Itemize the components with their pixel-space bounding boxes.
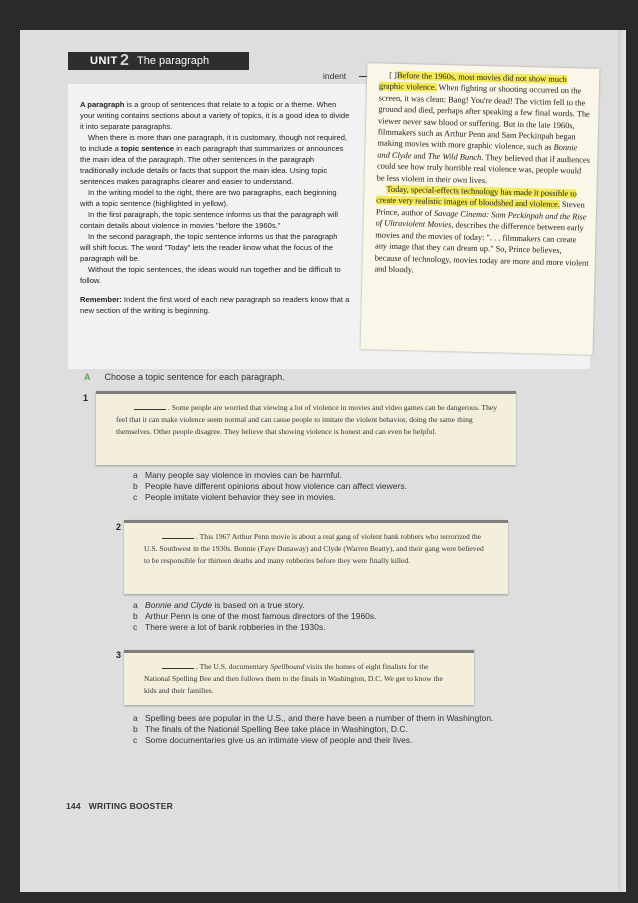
section-name: WRITING BOOSTER [88, 801, 174, 811]
intro-paragraph-6: Without the topic sentences, the ideas would run together and be difficult to follow. [80, 265, 341, 285]
unit-word: UNIT [90, 55, 118, 67]
page-edge-shadow [618, 30, 626, 892]
intro-paragraph-4: In the first paragraph, the topic sentence informs us that the paragraph will contain details about violence in movies "before the 1960s." [80, 210, 338, 230]
intro-p2-a: When there is more than one paragraph, it is customary, though not required, to include a [80, 133, 348, 153]
term-topic-sentence: topic sentence [120, 144, 175, 153]
indent-bracket: [ ] [389, 70, 398, 80]
intro-paragraph-2 [80, 132, 350, 187]
topic-sentence-2: Today, special-effects technology has made it possible to create very realistic images of bloodshed and violence. [376, 184, 577, 210]
intro-p2-b: in each paragraph that summarizes or announces the main idea of the paragraph. The other sentences in the paragraph traditionally include details or facts that support the main idea. Using topic sentences makes paragraphs clearer and easier to understand. [80, 144, 344, 186]
intro-paragraph-3: In the writing model to the right, there are two paragraphs, each beginning with a topic sentence (highlighted in yellow). [80, 188, 337, 208]
paragraph-box [96, 391, 516, 465]
page-number: 144 [66, 801, 81, 811]
model-p2-a: Steven Prince, author of [375, 200, 585, 218]
remember-label: Remember: [80, 295, 122, 304]
writing-model-text [374, 69, 593, 279]
intro-paragraph-5: In the second paragraph, the topic sentence informs us that the paragraph will shift focus. The word "Today" lets the reader know what the focus of the paragraph will be. [80, 232, 338, 263]
paragraph-text: . The U.S. documentary Spellbound visits the homes of eight finalists for the National Spelling Bee and then follows them to the finals in Washington, D.C. We get to know the kids and their families. [144, 662, 443, 696]
choice-option[interactable]: b The finals of the National Spelling Bee take place in Washington, D.C. [133, 724, 408, 734]
remember-note [80, 294, 350, 316]
paragraph-box [124, 650, 474, 705]
model-p1-c: . They believed that if audiences could see how truly horrible real violence was, people would be less violent in their own lives. [376, 152, 591, 185]
paragraph-text: . Some people are worried that viewing a lot of violence in movies and video games can be dangerous. They feel that it can make violence seem normal and can cause people to imitate the violent behavior, doing the same thing themselves. Other people disagree. They believe that showing violence is honest and can even be helpful. [116, 403, 498, 437]
model-p2-b: , describes the difference between early movies and the movies of today: ". . . filmmakers can create any image that they can dream up." So, Prince believes, because of technology, movies today are more and more violent and bloody. [374, 220, 589, 275]
exercise-letter: A [84, 372, 91, 382]
choice-option[interactable]: a Many people say violence in movies can be harmful. [133, 470, 343, 480]
remember-text: Indent the first word of each new paragraph so readers know that a new section of the writing is beginning. [80, 295, 350, 315]
paragraph-box [124, 520, 508, 594]
topic-sentence-1: Before the 1960s, most movies did not show much graphic violence. [378, 70, 568, 93]
film-title: The Wild Bunch [427, 151, 482, 162]
paragraph-text: . This 1967 Arthur Penn movie is about a real gang of violent bank robbers who terrorized the U.S. Southwest in the 1930s. Bonnie (Faye Dunaway) and Clyde (Warren Beatty), and their gang were believed to be responsible for thirteen deaths and many robberies before they were finally killed. [144, 532, 484, 566]
book-page [20, 30, 626, 892]
model-p1-b: and [411, 151, 428, 161]
choice-list [133, 713, 493, 746]
answer-blank[interactable] [134, 402, 166, 410]
writing-model-card [361, 63, 600, 355]
choice-list [133, 470, 407, 503]
model-paragraph-1 [377, 69, 594, 188]
choice-option[interactable]: a Bonnie and Clyde is based on a true story. [133, 600, 305, 610]
unit-title: The paragraph [137, 55, 210, 67]
choice-option[interactable]: b Arthur Penn is one of the most famous directors of the 1960s. [133, 611, 377, 621]
choice-option[interactable]: c People imitate violent behavior they see in movies. [133, 492, 336, 502]
indent-label: indent [323, 71, 347, 81]
page-footer [66, 801, 173, 811]
item-number: 3 [116, 650, 122, 660]
choice-option[interactable]: b People have different opinions about how violence can affect viewers. [133, 481, 407, 491]
choice-list [133, 600, 377, 633]
answer-blank[interactable] [162, 661, 194, 669]
model-p1-a: When fighting or shooting occurred on the screen, it was clean: Bang! You're dead! The victim fell to the ground and died, perhaps after speaking a few final words. The viewer never saw blood or suffering. But in the late 1960s, filmmakers such as Arthur Penn and Sam Peckinpah began making movies with more graphic violence, such as [377, 83, 590, 153]
unit-number: 2 [120, 52, 129, 69]
exercise-a-heading [84, 372, 285, 382]
unit-header [68, 52, 249, 70]
item-number: 2 [116, 522, 122, 532]
book-title: Savage Cinema: Sam Peckinpah and the Rise of Ultraviolent Movies [375, 208, 587, 230]
answer-blank[interactable] [162, 531, 194, 539]
exercise-instruction: Choose a topic sentence for each paragraph. [104, 372, 285, 382]
choice-option[interactable]: c Some documentaries give us an intimate view of people and their lives. [133, 735, 413, 745]
film-title: Bonnie and Clyde [377, 143, 578, 161]
film-title: Spellbound [270, 662, 305, 671]
model-paragraph-2 [374, 184, 590, 280]
intro-p1-text: is a group of sentences that relate to a topic or a theme. When your writing contains sections about a variety of topics, it is a good idea to divide it into separate paragraphs. [80, 100, 350, 131]
intro-paragraph-1 [80, 99, 350, 132]
item-number: 1 [83, 393, 89, 403]
term-paragraph: A paragraph [80, 100, 125, 109]
intro-text [80, 99, 350, 316]
choice-option[interactable]: a Spelling bees are popular in the U.S., and there have been a number of them in Washington. [133, 713, 494, 723]
choice-option[interactable]: c There were a lot of bank robberies in the 1930s. [133, 622, 326, 632]
